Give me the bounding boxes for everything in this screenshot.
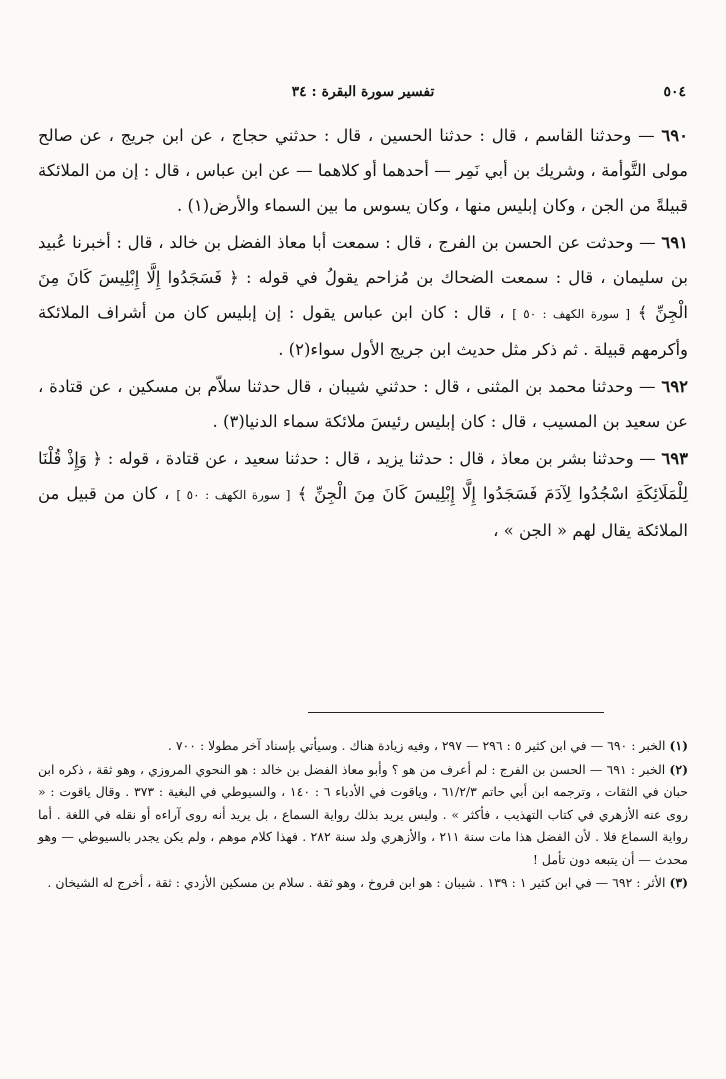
paragraph-text-continued: ، قال : كان ابن عباس يقول : إن إبليس كان من أشراف الملائكة وأكرمهم قبيلة . ثم ذكر مثل حديث ابن جريج الأول سواء(٢) .	[38, 303, 688, 359]
paragraph-number: ٦٩٢	[661, 377, 689, 396]
footnote-text: الأثر : ٦٩٢ — في ابن كثير ١ : ١٣٩ . شيبان : هو ابن فروخ ، وهو ثقة . سلام بن مسكين الأزدي : ثقة ، أخرج له الشيخان .	[47, 875, 666, 890]
paragraph-text: — وحدثنا القاسم ، قال : حدثنا الحسين ، قال : حدثني حجاج ، عن ابن جريج ، عن صالح مولى التَّوأمة ، وشريك بن أبي نَمِر — أحدهما أو كلاهما — عن ابن عباس ، قال : إن من الملائكة قبيلةً من الجن ، وكان إبليس منها ، وكان يسوس ما بين السماء والأرض(١) .	[38, 126, 688, 215]
page-number: ٥٠٤	[663, 84, 686, 100]
paragraph-text: — وحدثنا بشر بن معاذ ، قال : حدثنا يزيد ، قال : حدثنا سعيد ، عن قتادة ، قوله : ﴿ وَإِذْ قُلْنَا لِلْمَلَائِكَةِ اسْجُدُوا لِآدَمَ فَسَجَدُوا إِلَّا إِبْلِيسَ كَانَ مِنَ الْجِنِّ ﴾	[38, 449, 689, 503]
quran-reference: [ سورة الكهف : ٥٠ ]	[512, 307, 631, 321]
paragraph-number: ٦٩٠	[661, 126, 688, 145]
paragraph-text: — وحدثنا محمد بن المثنى ، قال : حدثني شيبان ، قال حدثنا سلاّم بن مسكين ، عن قتادة ، عن سعيد بن المسيب ، قال : كان إبليس رئيسَ ملائكة سماء الدنيا(٣) .	[38, 377, 688, 431]
paragraph-number: ٦٩١	[661, 233, 688, 252]
paragraph-690	[38, 118, 688, 223]
paragraph-text: — وحدثت عن الحسن بن الفرج ، قال : سمعت أبا معاذ الفضل بن خالد ، قال : أخبرنا عُبيد بن سليمان ، قال : سمعت الضحاك بن مُزاحم يقولُ في قوله : ﴿ فَسَجَدُوا إِلَّا إِبْلِيسَ كَانَ مِنَ الْجِنِّ ﴾	[38, 233, 688, 322]
paragraph-691	[38, 225, 688, 367]
paragraph-692	[38, 369, 688, 439]
main-text	[38, 118, 688, 550]
running-title: تفسير سورة البقرة : ٣٤	[291, 84, 435, 100]
footnote-text: الخبر : ٦٩١ — الحسن بن الفرج : لم أعرف من هو ؟ وأبو معاذ الفضل بن خالد : هو النحوي المروزي ، وهو ثقة ، ذكره ابن حبان في الثقات ، وترجمه ابن أبي حاتم ٦١/٢/٣ ، وياقوت في الأدباء ٦ : ١٤٠ ، والسيوطي في البغية : ٣٧٣ . وقال ياقوت : « روى عنه الأزهري في كتاب التهذيب ، فأكثر » . وليس يريد بذلك رواية السماع ، بل يريد أنه روى آراءه أو نقله في اللغة . أما رواية السماع فلا . لأن الفضل هذا مات سنة ٢١١ ، والأزهري ولد سنة ٢٨٢ . فهذا كلام موهم ، ولم يكن يجدر بالسيوطي — وهو محدث — أن يتبعه دون تأمل !	[38, 761, 688, 867]
footnote-separator	[308, 712, 604, 713]
paragraph-number: ٦٩٣	[661, 449, 688, 468]
page-header	[40, 84, 686, 106]
paragraph-text-continued: ، كان من قبيل من الملائكة يقال لهم « الجن » ،	[38, 484, 688, 540]
footnote-1	[38, 735, 688, 758]
paragraph-693	[38, 441, 688, 548]
footnote-2	[38, 759, 688, 872]
footnote-number: (١)	[669, 738, 688, 753]
footnote-text: الخبر : ٦٩٠ — في ابن كثير ٥ : ٢٩٦ — ٢٩٧ ، وفيه زيادة هناك . وسيأتي بإسناد آخر مطولا : ٧٠٠ .	[167, 738, 666, 753]
footnote-number: (٢)	[669, 761, 688, 777]
footnotes	[38, 735, 688, 896]
footnote-3	[38, 872, 688, 895]
footnote-number: (٣)	[669, 875, 688, 890]
quran-reference: [ سورة الكهف : ٥٠ ]	[176, 488, 291, 502]
